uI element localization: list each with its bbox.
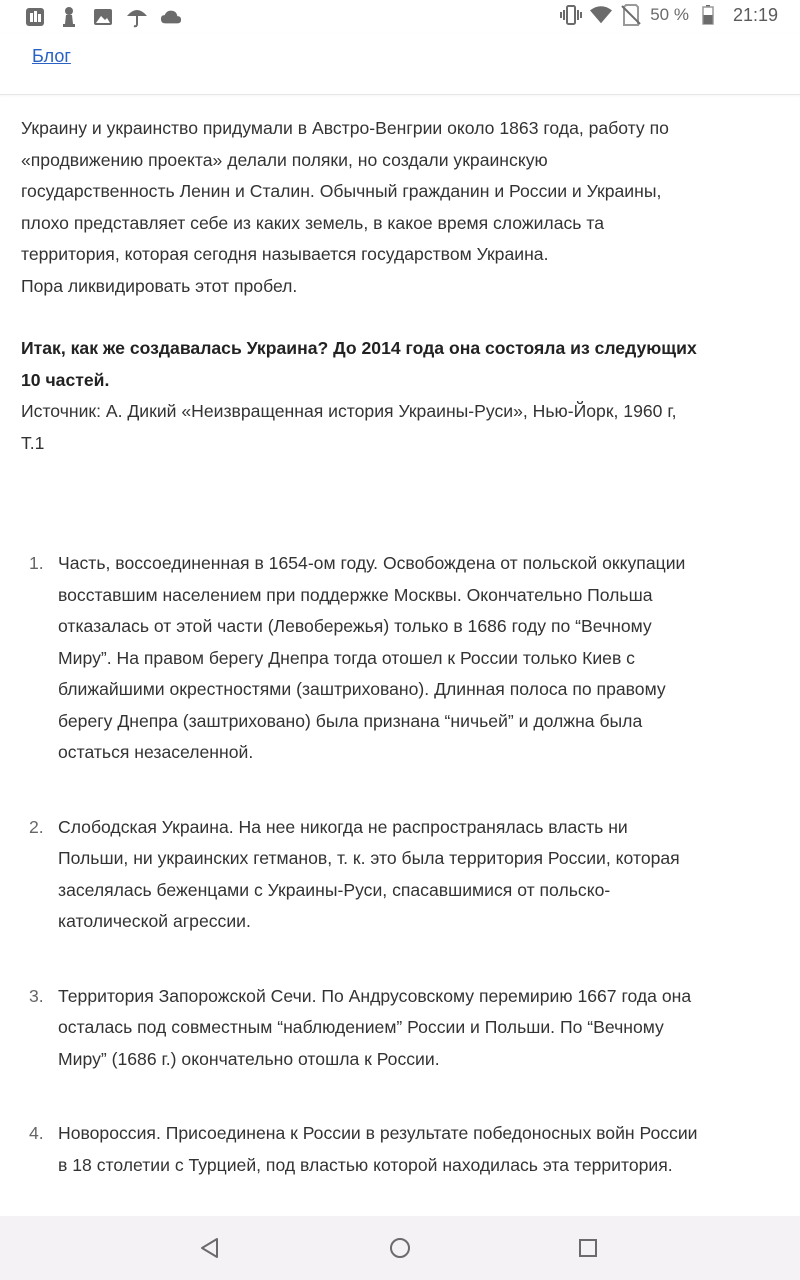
image-icon	[92, 6, 114, 28]
home-icon[interactable]	[386, 1234, 414, 1262]
status-bar	[0, 0, 800, 34]
intro-tail: Пора ликвидировать этот пробел.	[21, 275, 298, 296]
umbrella-icon	[126, 6, 148, 28]
cloud-icon	[160, 6, 182, 28]
list-item-number: 2.	[29, 816, 44, 837]
system-nav-bar	[0, 1216, 800, 1280]
blog-link[interactable]: Блог	[32, 46, 71, 66]
list-item-text: Территория Запорожской Сечи. По Андрусовскому перемирию 1667 года она осталась под совместным “наблюдением” России и Польши. По “Вечному Миру” (1686 г.) окончательно отошла к России.	[58, 985, 692, 1069]
list-item-text: Новороссия. Присоединена к России в результате победоносных войн России в 18 столетии с Турцией, под властью которой находилась эта территория.	[58, 1123, 698, 1175]
list-item	[21, 981, 701, 1076]
list-item-number: 1.	[29, 553, 44, 573]
battery-percentage: 50 %	[650, 5, 689, 24]
lead-bold-text: Итак, как же создавалась Украина? До 2014 года она состояла из следующих 10 частей.	[21, 338, 697, 390]
list-item	[21, 548, 701, 769]
page-header	[0, 34, 800, 95]
intro-paragraph: Украину и украинство придумали в Австро-Венгрии около 1863 года, работу по «продвижению проекта» делали поляки, но создали украинскую государственность Ленин и Сталин. Обычный гражданин и России и Украины, плохо представляет себе из каких земель, в какое время сложилась та территория, которая сегодня называется государством Украина.	[21, 118, 669, 264]
back-icon[interactable]	[196, 1234, 224, 1262]
article-body	[21, 113, 701, 459]
parts-list	[21, 548, 701, 1224]
chess-pawn-icon	[58, 6, 80, 28]
wifi-icon	[590, 4, 612, 26]
list-item	[21, 812, 701, 938]
status-notification-icons	[24, 6, 182, 28]
recent-apps-icon[interactable]	[574, 1234, 602, 1262]
status-time: 21:19	[732, 4, 778, 25]
article-intro	[21, 113, 701, 302]
list-item-number: 4.	[29, 1123, 44, 1143]
status-system-icons	[560, 4, 778, 26]
list-item-text: Слободская Украина. На нее никогда не распространялась власть ни Польши, ни украинских гетманов, т. к. это была территория России, которая заселялась беженцами с Украины-Руси, спасавшимися от польско-католической агрессии.	[58, 816, 680, 931]
vibrate-icon	[560, 4, 582, 26]
list-item	[21, 1118, 701, 1181]
list-item-number: 3.	[29, 985, 44, 1006]
battery-icon	[697, 4, 719, 26]
list-item-text: Часть, воссоединенная в 1654-ом году. Освобождена от польской оккупации восставшим населением при поддержке Москвы. Окончательно Польша отказалась от этой части (Левобережья) только в 1686 году по “Вечному Миру”. На правом берегу Днепра тогда отошел к России только Киев с ближайшими окрестностями (заштриховано). Длинная полоса по правому берегу Днепра (заштриховано) была признана “ничьей” и должна была остаться незаселенной.	[58, 553, 686, 762]
source-citation: Источник: А. Дикий «Неизвращенная история Украины-Руси», Нью-Йорк, 1960 г, Т.1	[21, 401, 677, 453]
app-tile-icon	[24, 6, 46, 28]
no-sim-icon	[620, 4, 642, 26]
